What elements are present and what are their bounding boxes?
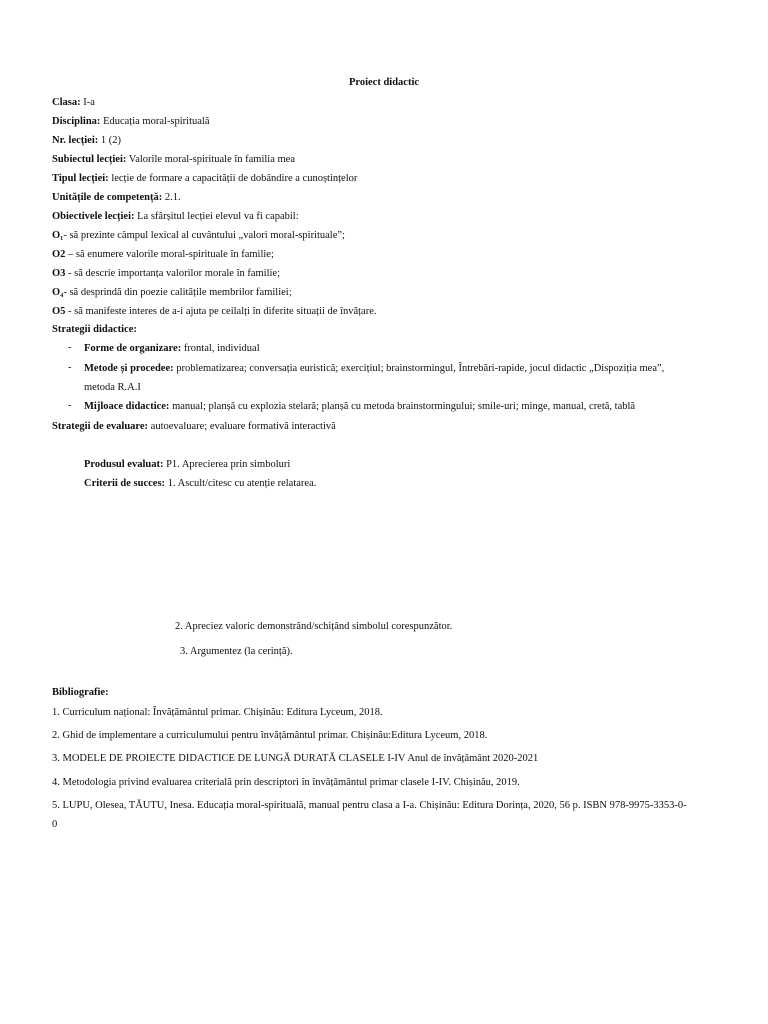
evaluation-value: autoevaluare; evaluare formativă interactivă bbox=[148, 421, 336, 432]
evaluated-product bbox=[84, 458, 290, 472]
strategy-organization bbox=[84, 342, 260, 356]
bullet-dash: - bbox=[68, 342, 72, 353]
objective-item bbox=[52, 305, 377, 319]
objective-item bbox=[52, 267, 280, 281]
objective-text: - să manifeste interes de a-i ajuta pe ceilalți în diferite situații de învățare. bbox=[65, 306, 377, 317]
objective-label: O3 bbox=[52, 268, 66, 279]
bibliography-item: 2. Ghid de implementare a curriculumului pentru învățământul primar. Chișinău:Editura Lyceum, 2018. bbox=[52, 730, 488, 741]
field-label: Unitățile de competență: bbox=[52, 192, 163, 203]
field-label: Subiectul lecției: bbox=[52, 154, 127, 165]
product-label: Produsul evaluat: bbox=[84, 459, 164, 470]
bullet-dash: - bbox=[68, 362, 72, 373]
strategy-value: problematizarea; conversația euristică; exercițiul; brainstormingul, Întrebări-rapide, jocul didactic „Dispoziția mea”, bbox=[173, 363, 665, 374]
bibliography-heading: Bibliografie: bbox=[52, 687, 109, 698]
field-label: Obiectivele lecției: bbox=[52, 211, 135, 222]
objective-label: O2 bbox=[52, 249, 66, 260]
strategy-value: manual; planșă cu explozia stelară; planșă cu metoda brainstormingului; smile-uri; minge, manual, cretă, tablă bbox=[169, 401, 636, 412]
objective-label: O₄ bbox=[52, 287, 64, 298]
criteria-value: 1. Ascult/citesc cu atenție relatarea. bbox=[165, 478, 317, 489]
field-class bbox=[52, 96, 95, 110]
field-label: Disciplina: bbox=[52, 116, 101, 127]
document-title: Proiect didactic bbox=[348, 77, 420, 88]
field-lesson-number bbox=[52, 134, 121, 148]
field-label: Tipul lecției: bbox=[52, 173, 109, 184]
field-value: Educația moral-spirituală bbox=[100, 116, 210, 127]
strategy-value: frontal, individual bbox=[181, 343, 260, 354]
bibliography-item: 5. LUPU, Olesea, TĂUTU, Inesa. Educația moral-spirituală, manual pentru clasa a I-a. Chișinău: Editura Dorința, 2020, 56 p. ISBN 978-9975-3353-0- bbox=[52, 800, 687, 811]
evaluation-strategies bbox=[52, 420, 336, 434]
strategies-heading: Strategii didactice: bbox=[52, 324, 137, 335]
objective-text: - să desprindă din poezie calitățile membrilor familiei; bbox=[63, 287, 292, 298]
field-value: Valorile moral-spirituale în familia mea bbox=[126, 154, 296, 165]
field-value: lecție de formare a capacității de dobândire a cunoștințelor bbox=[108, 173, 358, 184]
field-value: La sfârșitul lecției elevul va fi capabil: bbox=[134, 211, 299, 222]
objective-label: O5 bbox=[52, 306, 66, 317]
strategy-methods bbox=[84, 362, 664, 376]
criteria-label: Criterii de succes: bbox=[84, 478, 166, 489]
strategy-label: Forme de organizare: bbox=[84, 343, 182, 354]
bibliography-item: 1. Curriculum național: Învățământul primar. Chișinău: Editura Lyceum, 2018. bbox=[52, 707, 383, 718]
objective-text: - să descrie importanța valorilor morale în familie; bbox=[65, 268, 281, 279]
bibliography-item-continued: 0 bbox=[52, 819, 58, 830]
field-label: Clasa: bbox=[52, 97, 81, 108]
field-objectives bbox=[52, 210, 299, 224]
objective-text: – să enumere valorile moral-spirituale în familie; bbox=[65, 249, 274, 260]
field-value: 2.1. bbox=[162, 192, 181, 203]
field-discipline bbox=[52, 115, 209, 129]
bibliography-item: 3. MODELE DE PROIECTE DIDACTICE DE LUNGĂ DURATĂ CLASELE I-IV Anul de învățământ 2020-2021 bbox=[52, 753, 539, 764]
criteria-item: 3. Argumentez (la cerință). bbox=[180, 646, 293, 657]
objective-text: - să prezinte câmpul lexical al cuvântului „valori moral-spirituale”; bbox=[63, 230, 345, 241]
bibliography-item: 4. Metodologia privind evaluarea criterială prin descriptori în învățământul primar clasele I-IV. Chișinău, 2019. bbox=[52, 777, 520, 788]
strategy-label: Metode și procedee: bbox=[84, 363, 174, 374]
success-criteria bbox=[84, 477, 316, 491]
strategy-label: Mijloace didactice: bbox=[84, 401, 170, 412]
field-label: Nr. lecției: bbox=[52, 135, 99, 146]
field-lesson-type bbox=[52, 172, 357, 186]
bullet-dash: - bbox=[68, 400, 72, 411]
field-lesson-subject bbox=[52, 153, 295, 167]
strategy-methods-continued: metoda R.A.I bbox=[84, 382, 141, 393]
field-value: I-a bbox=[80, 97, 95, 108]
field-competence-units bbox=[52, 191, 181, 205]
strategy-resources bbox=[84, 400, 635, 414]
criteria-item: 2. Apreciez valoric demonstrând/schițând simbolul corespunzător. bbox=[175, 621, 453, 632]
field-value: 1 (2) bbox=[98, 135, 122, 146]
evaluation-label: Strategii de evaluare: bbox=[52, 421, 149, 432]
objective-label: O₁ bbox=[52, 230, 64, 241]
objective-item bbox=[52, 286, 292, 300]
objective-item bbox=[52, 229, 345, 243]
objective-item bbox=[52, 248, 274, 262]
product-value: P1. Aprecierea prin simboluri bbox=[163, 459, 291, 470]
